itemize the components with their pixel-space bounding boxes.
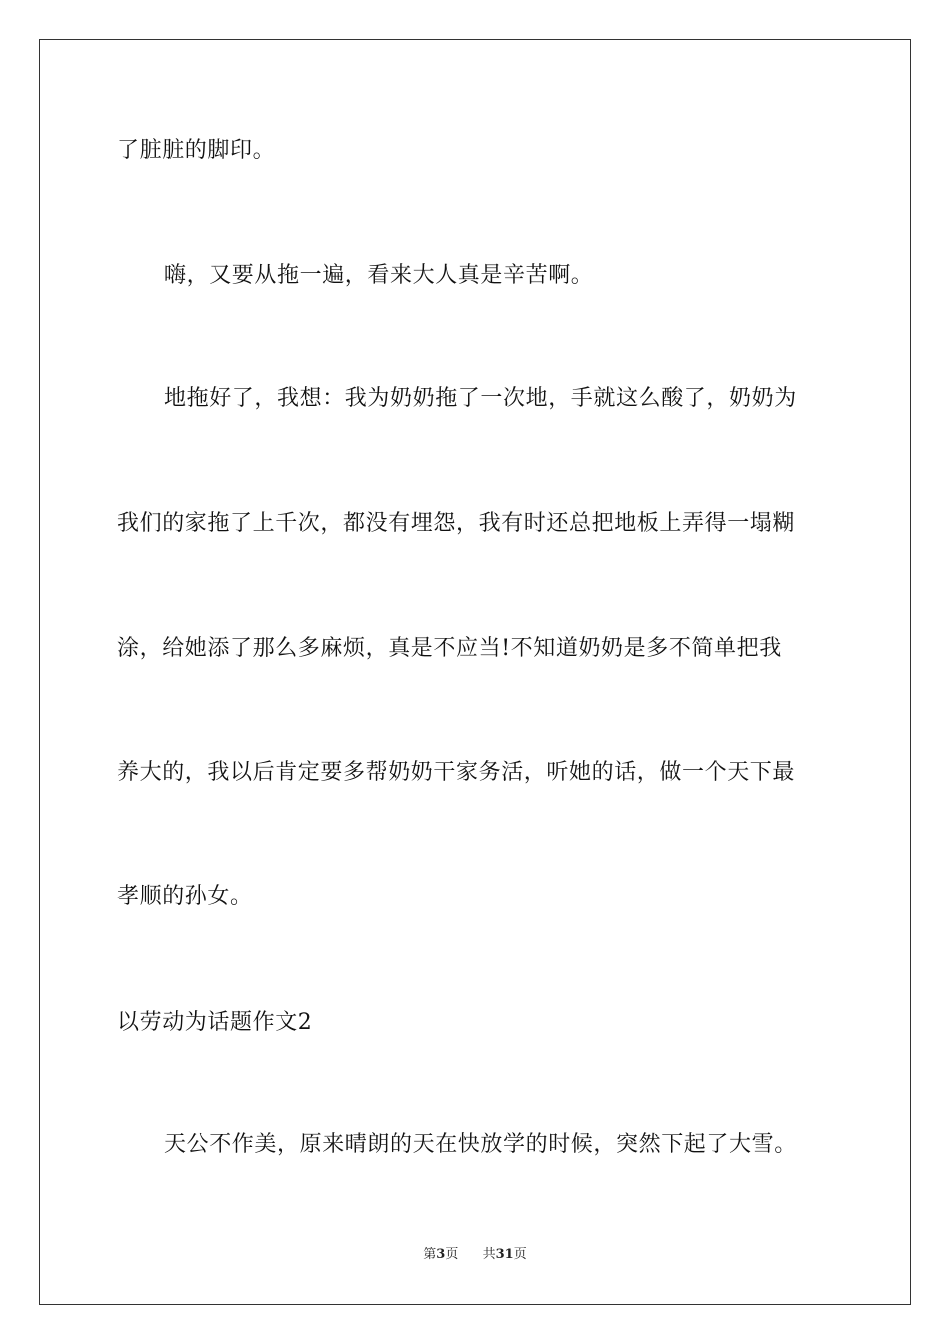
page-prefix: 第 bbox=[423, 1247, 437, 1262]
page-number: 3 bbox=[436, 1247, 446, 1262]
text-line: 养大的，我以后肯定要多帮奶奶干家务活，听她的话，做一个天下最 bbox=[117, 760, 796, 785]
section-heading: 以劳动为话题作文2 bbox=[117, 1010, 313, 1035]
total-prefix: 共 bbox=[482, 1247, 496, 1262]
total-suffix: 页 bbox=[513, 1247, 527, 1262]
text-line: 嗨，又要从拖一遍，看来大人真是辛苦啊。 bbox=[164, 263, 594, 288]
total-pages: 31 bbox=[495, 1247, 514, 1262]
page-footer bbox=[0, 1246, 950, 1264]
text-line: 涂，给她添了那么多麻烦，真是不应当!不知道奶奶是多不简单把我 bbox=[117, 636, 782, 661]
text-line: 孝顺的孙女。 bbox=[117, 884, 253, 909]
text-line: 天公不作美，原来晴朗的天在快放学的时候，突然下起了大雪。 bbox=[164, 1132, 797, 1157]
text-line: 地拖好了，我想：我为奶奶拖了一次地，手就这么酸了，奶奶为 bbox=[164, 386, 797, 411]
page-border bbox=[39, 39, 911, 1305]
text-line: 我们的家拖了上千次，都没有埋怨，我有时还总把地板上弄得一塌糊 bbox=[117, 511, 796, 536]
page-suffix: 页 bbox=[445, 1247, 459, 1262]
text-line: 了脏脏的脚印。 bbox=[117, 138, 276, 163]
